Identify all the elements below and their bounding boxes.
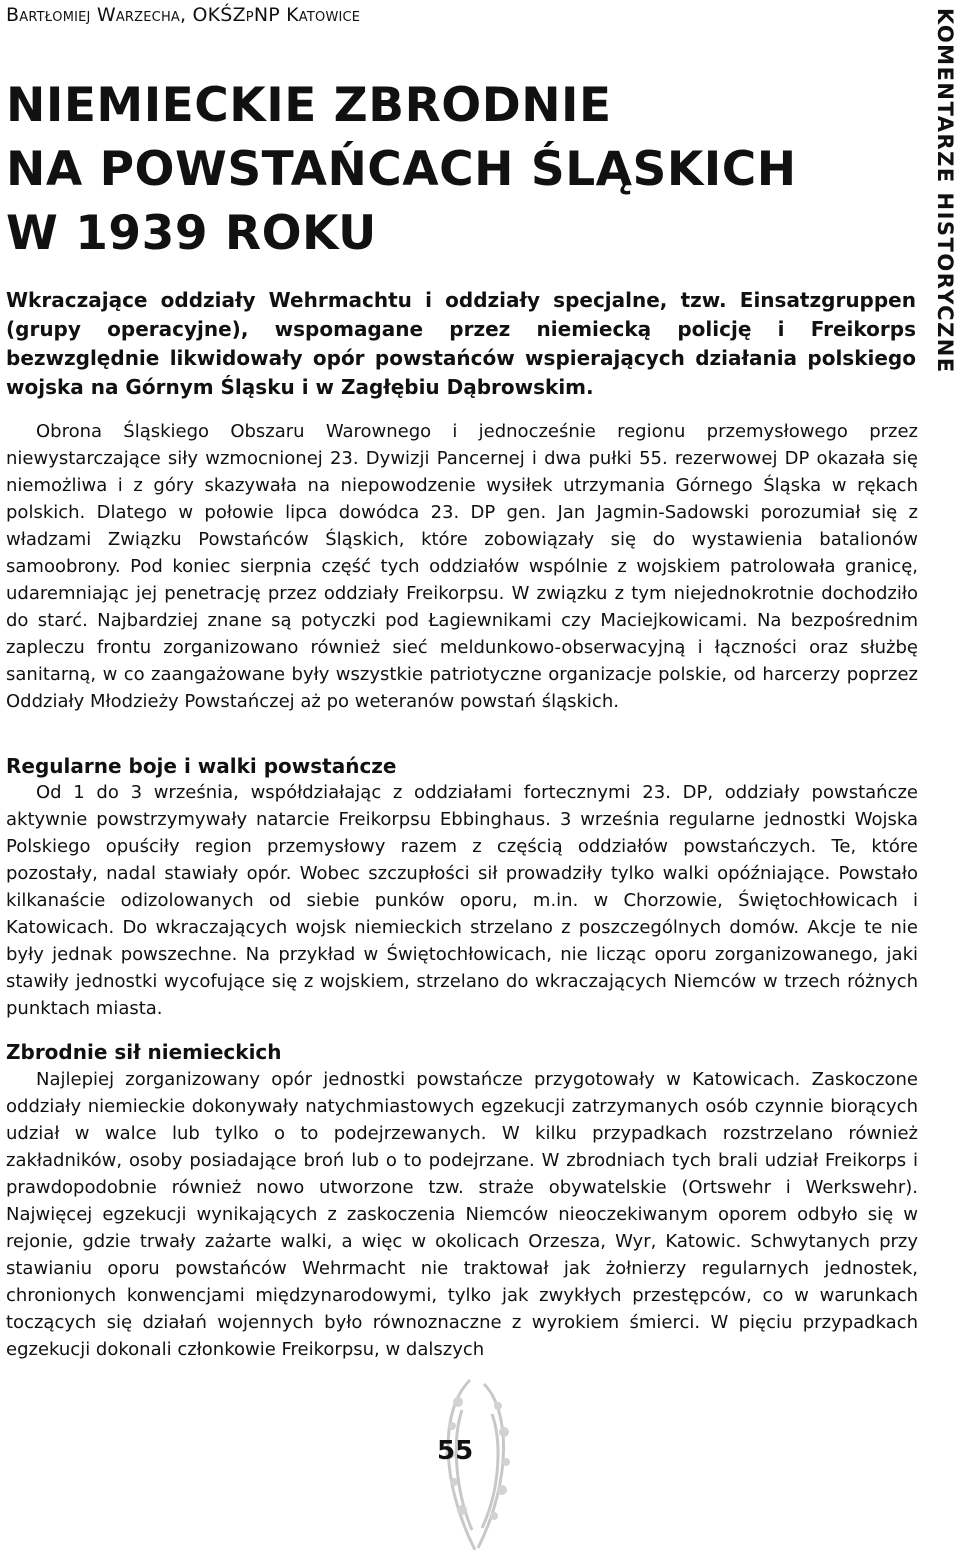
author-byline: Bartłomiej Warzecha, OKŚZpNP Katowice — [6, 4, 361, 26]
body-paragraph-3: Najlepiej zorganizowany opór jednostki powstańcze przygotowały w Katowicach. Zaskoczone oddziały niemieckie dokonywały natychmiastowych egzekucji zatrzymanych osób czynnie biorących udział w walce lub tylko o to podejrzewanych. W kilku przypadkach rozstrzelano również zakładników, osoby posiadające broń lub o to podejrzane. W zbrodniach tych brali udział Freikorps i prawdopodobnie również nowo utworzone tzw. straże obywatelskie (Ortswehr i Werkswehr). Najwięcej egzekucji wynikających z zaskoczenia Niemców nieoczekiwanym oporem odbyło się w rejonie, gdzie trwały zażarte walki, a więc w okolicach Orzesza, Wyr, Katowic. Schwytanych przy stawianiu oporu powstańców Wehrmacht nie traktował jak żołnierzy regularnych jednostek, chronionych konwencjami międzynarodowymi, tylko jak zwykłych przestępców, co w warunkach toczących się działań wojennych było równoznaczne z wyrokiem śmierci. W pięciu przypadkach egzekucji dokonali członkowie Freikorpsu, w dalszych — [6, 1069, 918, 1360]
title-line-1: NIEMIECKIE ZBRODNIE — [6, 78, 612, 133]
seal-ornament-icon — [400, 1370, 550, 1560]
section-heading-german-crimes: Zbrodnie sił niemieckich — [6, 1040, 282, 1064]
section-heading-regular-battles: Regularne boje i walki powstańcze — [6, 754, 397, 778]
section-label: KOMENTARZE HISTORYCZNE — [933, 8, 957, 374]
body-paragraph-2: Od 1 do 3 września, współdziałając z oddziałami fortecznymi 23. DP, oddziały powstańcze aktywnie powstrzymywały natarcie Freikorpsu Ebbinghaus. 3 września regularne jednostki Wojska Polskiego opuściły region przemysłowy razem z częścią oddziałów powstańczych. Te, które pozostały, nadal stawiały opór. Wobec szczupłości sił prowadziły tylko walki opóźniające. Powstało kilkanaście odizolowanych od siebie punków oporu, m.in. w Chorzowie, Świętochłowicach i Katowicach. Do wkraczających wojsk niemieckich strzelano z poszczególnych domów. Akcje te nie były jednak powszechne. Na przykład w Świętochłowicach, nie licząc oporu zorganizowanego, jaki stawiły jednostki wycofujące się z wojskiem, strzelano do wkraczających Niemców w trzech różnych punktach miasta. — [6, 782, 918, 1019]
page-number: 55 — [437, 1436, 474, 1466]
article-title — [6, 74, 886, 266]
lead-paragraph: Wkraczające oddziały Wehrmachtu i oddziały specjalne, tzw. Einsatzgruppen (grupy operacyjne), wspomagane przez niemiecką policję i Freikorps bezwzględnie likwidowały opór powstańców wspierających działania polskiego wojska na Górnym Śląsku i w Zagłębiu Dąbrowskim. — [6, 288, 916, 399]
title-line-2: NA POWSTAŃCACH ŚLĄSKICH — [6, 142, 797, 197]
body-paragraph-1: Obrona Śląskiego Obszaru Warownego i jednocześnie regionu przemysłowego przez niewystarczające siły wzmocnionej 23. Dywizji Pancernej i dwa pułki 55. rezerwowej DP okazała się niemożliwa i z góry skazywała na niepowodzenie wysiłek utrzymania Górnego Śląska w rękach polskich. Dlatego w połowie lipca dowódca 23. DP gen. Jan Jagmin-Sadowski porozumiał się z władzami Związku Powstańców Śląskich, które zobowiązały się do wystawienia batalionów samoobrony. Pod koniec sierpnia część tych oddziałów wspólnie z wojskiem patrolowała granicę, udaremniając jej penetrację przez oddziały Freikorpsu. W związku z tym niejednokrotnie dochodziło do starć. Najbardziej znane są potyczki pod Łagiewnikami czy Maciejkowicami. Na bezpośrednim zapleczu frontu zorganizowano również sieć meldunkowo-obserwacyjną i łączności oraz służbę sanitarną, w co zaangażowane były wszystkie patriotyczne organizacje polskie, od harcerzy poprzez Oddziały Młodzieży Powstańczej aż po weteranów powstań śląskich. — [6, 421, 918, 712]
title-line-3: W 1939 ROKU — [6, 206, 377, 261]
